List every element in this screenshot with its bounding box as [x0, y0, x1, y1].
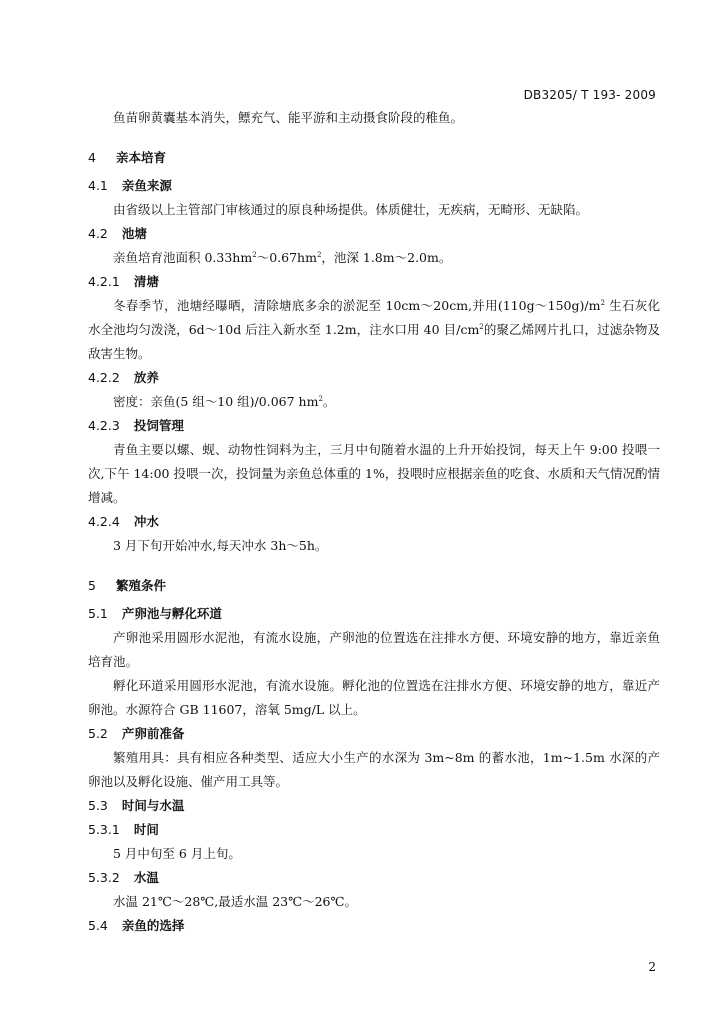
section-number: 5.4 — [88, 918, 108, 933]
section-number: 5.1 — [88, 606, 108, 621]
section-title: 亲本培育 — [115, 150, 166, 165]
section-5-2-heading — [88, 722, 660, 746]
section-number: 5.3 — [88, 798, 108, 813]
section-title: 产卵前准备 — [121, 726, 185, 741]
section-5-3-heading — [88, 794, 660, 818]
section-4-2-4-text: 3 月下旬开始冲水,每天冲水 3h～5h。 — [113, 538, 328, 553]
section-4-2-2-text — [88, 390, 660, 414]
section-title: 水温 — [133, 870, 159, 885]
section-4-2-1-heading — [88, 270, 660, 294]
text-run: 。 — [322, 394, 336, 409]
document-body — [88, 106, 660, 938]
section-number: 5.3.1 — [88, 822, 120, 837]
superscript: 2 — [318, 395, 323, 403]
section-5-2-text: 繁殖用具：具有相应各种类型、适应大小生产的水深为 3m~8m 的蓄水池，1m~1.5m 水深的产卵池以及孵化设施、催产用工具等。 — [88, 750, 660, 789]
section-4-2-4-heading — [88, 510, 660, 534]
section-number: 5 — [88, 578, 96, 593]
section-4-1-heading — [88, 174, 660, 198]
text-run: 亲鱼培育池面积 0.33hm — [113, 250, 253, 265]
section-4-2-3-heading — [88, 414, 660, 438]
section-5-4-heading — [88, 914, 660, 938]
text-run: 的聚乙烯网片扎口，过滤杂物及敌害生物。 — [88, 322, 660, 361]
text-run: ～0.67hm — [256, 250, 317, 265]
section-title: 亲鱼来源 — [121, 178, 172, 193]
text-run: 密度：亲鱼(5 组～10 组)/0.067 hm — [113, 394, 319, 409]
section-title: 投饲管理 — [133, 418, 184, 433]
section-number: 4.2.2 — [88, 370, 120, 385]
superscript: 2 — [479, 323, 484, 331]
section-title: 放养 — [133, 370, 159, 385]
section-4-heading — [88, 146, 660, 170]
intro-paragraph: 鱼苗卵黄囊基本消失，鳔充气、能平游和主动摄食阶段的稚鱼。 — [113, 110, 464, 125]
section-4-1-text: 由省级以上主管部门审核通过的原良种场提供。体质健壮，无疾病，无畸形、无缺陷。 — [113, 202, 589, 217]
section-4-2-1-text — [88, 294, 660, 366]
section-5-3-1-heading — [88, 818, 660, 842]
section-number: 4.1 — [88, 178, 108, 193]
section-4-2-3-text: 青鱼主要以螺、蚬、动物性饲料为主，三月中旬随着水温的上升开始投饲，每天上午 9:00 投喂一次,下午 14:00 投喂一次，投饲量为亲鱼总体重的 1%，投喂时应根据亲鱼的吃食、水质和天气情况酌情增减。 — [88, 442, 660, 505]
section-number: 4.2.4 — [88, 514, 120, 529]
superscript: 2 — [600, 299, 605, 307]
section-5-3-2-heading — [88, 866, 660, 890]
text-run: 生石灰化水全池均匀泼浇，6d～10d 后注入新水至 1.2m，注水口用 40 目/cm — [88, 298, 660, 337]
section-number: 4.2.1 — [88, 274, 120, 289]
section-4-2-2-heading — [88, 366, 660, 390]
page-number: 2 — [648, 960, 656, 974]
section-title: 池塘 — [121, 226, 147, 241]
section-title: 产卵池与孵化环道 — [121, 606, 222, 621]
section-5-1-heading — [88, 602, 660, 626]
section-4-2-text — [88, 246, 660, 270]
section-5-3-2-text: 水温 21℃～28℃,最适水温 23℃～26℃。 — [113, 894, 357, 909]
superscript: 2 — [252, 251, 257, 259]
section-title: 冲水 — [133, 514, 159, 529]
section-title: 繁殖条件 — [115, 578, 166, 593]
section-number: 4 — [88, 150, 96, 165]
text-run: ，池深 1.8m～2.0m。 — [321, 250, 452, 265]
section-title: 时间与水温 — [121, 798, 185, 813]
section-title: 时间 — [133, 822, 159, 837]
section-number: 5.3.2 — [88, 870, 120, 885]
superscript: 2 — [316, 251, 322, 259]
section-5-3-1-text: 5 月中旬至 6 月上旬。 — [113, 846, 241, 861]
section-number: 5.2 — [88, 726, 108, 741]
section-5-heading — [88, 574, 660, 598]
section-5-1-text-2: 孵化环道采用圆形水泥池，有流水设施。孵化池的位置选在注排水方便、环境安静的地方，靠近产卵池。水源符合 GB 11607，溶氧 5mg/L 以上。 — [88, 678, 660, 717]
section-number: 4.2.3 — [88, 418, 120, 433]
text-run: 冬春季节，池塘经曝晒，清除塘底多余的淤泥至 10cm～20cm,并用(110g～150g)/m — [113, 298, 601, 313]
section-5-1-text-1: 产卵池采用圆形水泥池，有流水设施，产卵池的位置选在注排水方便、环境安静的地方，靠近亲鱼培育池。 — [88, 630, 660, 669]
section-title: 清塘 — [133, 274, 159, 289]
section-4-2-heading — [88, 222, 660, 246]
standard-code: DB3205/ T 193- 2009 — [523, 88, 656, 102]
section-title: 亲鱼的选择 — [121, 918, 185, 933]
section-number: 4.2 — [88, 226, 108, 241]
